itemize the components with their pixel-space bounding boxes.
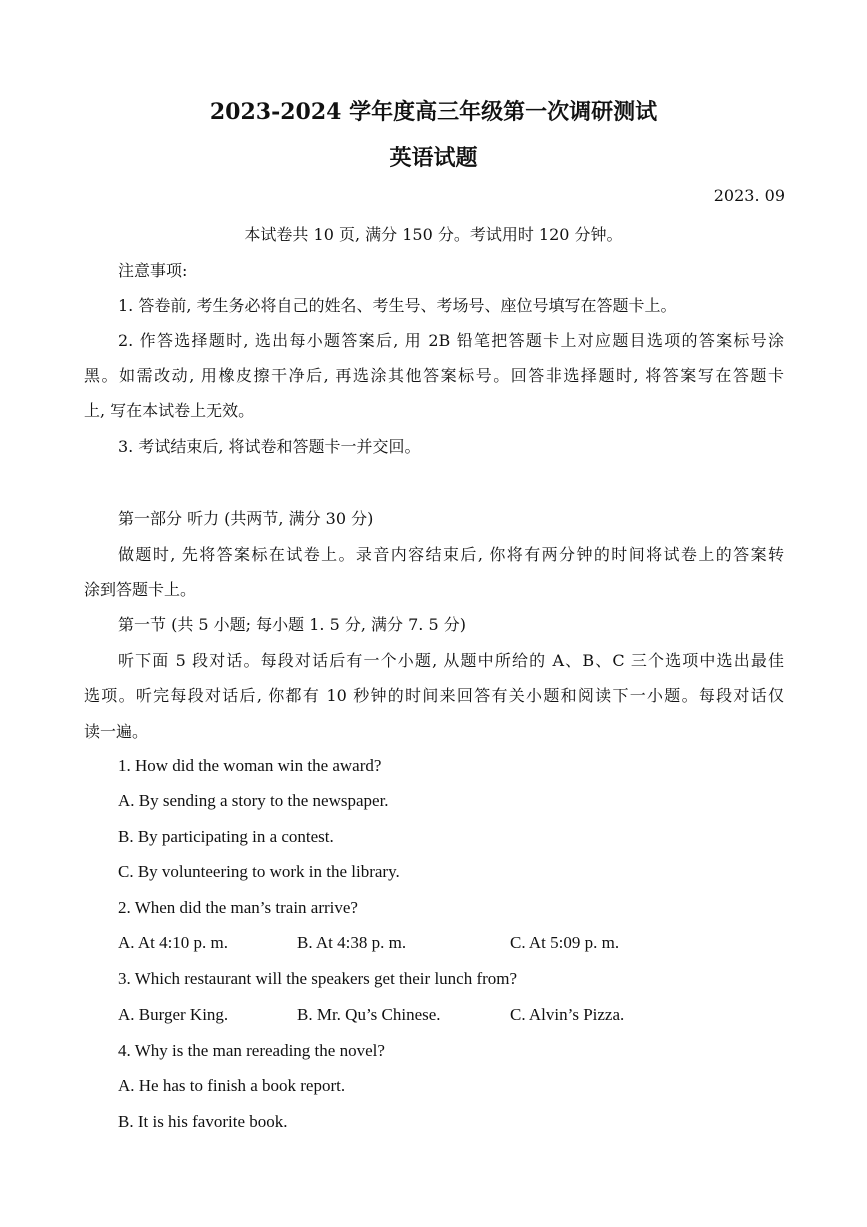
question-2-option-b: B. At 4:38 p. m.	[297, 933, 407, 952]
note-item-1: 1. 答卷前, 考生务必将自己的姓名、考生号、考场号、座位号填写在答题卡上。	[118, 296, 677, 315]
question-3-option-b: B. Mr. Qu’s Chinese.	[297, 1005, 441, 1024]
notes-heading: 注意事项:	[118, 261, 188, 280]
part1-instruction-line-2: 涂到答题卡上。	[84, 580, 197, 599]
question-4-stem: 4. Why is the man rereading the novel?	[118, 1041, 385, 1060]
question-4-option-a: A. He has to finish a book report.	[118, 1076, 346, 1095]
part1-instruction-line-1: 做题时, 先将答案标在试卷上。录音内容结束后, 你将有两分钟的时间将试卷上的答案转	[118, 545, 784, 564]
question-2-option-c: C. At 5:09 p. m.	[510, 933, 620, 952]
question-2-stem: 2. When did the man’s train arrive?	[118, 898, 358, 917]
part1-heading: 第一部分 听力 (共两节, 满分 30 分)	[118, 509, 374, 528]
exam-title: 2023-2024 学年度高三年级第一次调研测试	[209, 99, 658, 125]
question-3-option-c: C. Alvin’s Pizza.	[510, 1005, 625, 1024]
exam-intro: 本试卷共 10 页, 满分 150 分。考试用时 120 分钟。	[244, 225, 623, 244]
question-1-option-b: B. By participating in a contest.	[118, 827, 334, 846]
question-3-stem: 3. Which restaurant will the speakers get their lunch from?	[118, 969, 518, 988]
section1-heading: 第一节 (共 5 小题; 每小题 1. 5 分, 满分 7. 5 分)	[118, 615, 466, 634]
question-3-option-a: A. Burger King.	[118, 1005, 229, 1024]
question-2-option-a: A. At 4:10 p. m.	[118, 933, 229, 952]
section1-instruction-line-3: 读一遍。	[84, 722, 149, 741]
question-1-option-c: C. By volunteering to work in the library.	[118, 862, 400, 881]
question-1-stem: 1. How did the woman win the award?	[118, 756, 382, 775]
section1-instruction-line-1: 听下面 5 段对话。每段对话后有一个小题, 从题中所给的 A、B、C 三个选项中选出最佳	[118, 651, 784, 670]
note-item-2-line-1: 2. 作答选择题时, 选出每小题答案后, 用 2B 铅笔把答题卡上对应题目选项的答案标号涂	[118, 331, 784, 350]
question-1-option-a: A. By sending a story to the newspaper.	[118, 791, 389, 810]
question-4-option-b: B. It is his favorite book.	[118, 1112, 288, 1131]
section1-instruction-line-2: 选项。听完每段对话后, 你都有 10 秒钟的时间来回答有关小题和阅读下一小题。每段对话仅	[84, 686, 784, 705]
exam-date: 2023. 09	[713, 186, 785, 205]
note-item-3: 3. 考试结束后, 将试卷和答题卡一并交回。	[118, 437, 421, 456]
note-item-2-line-3: 上, 写在本试卷上无效。	[84, 401, 255, 420]
note-item-2-line-2: 黑。如需改动, 用橡皮擦干净后, 再选涂其他答案标号。回答非选择题时, 将答案写在答题卡	[84, 366, 784, 385]
exam-subtitle: 英语试题	[389, 145, 478, 171]
